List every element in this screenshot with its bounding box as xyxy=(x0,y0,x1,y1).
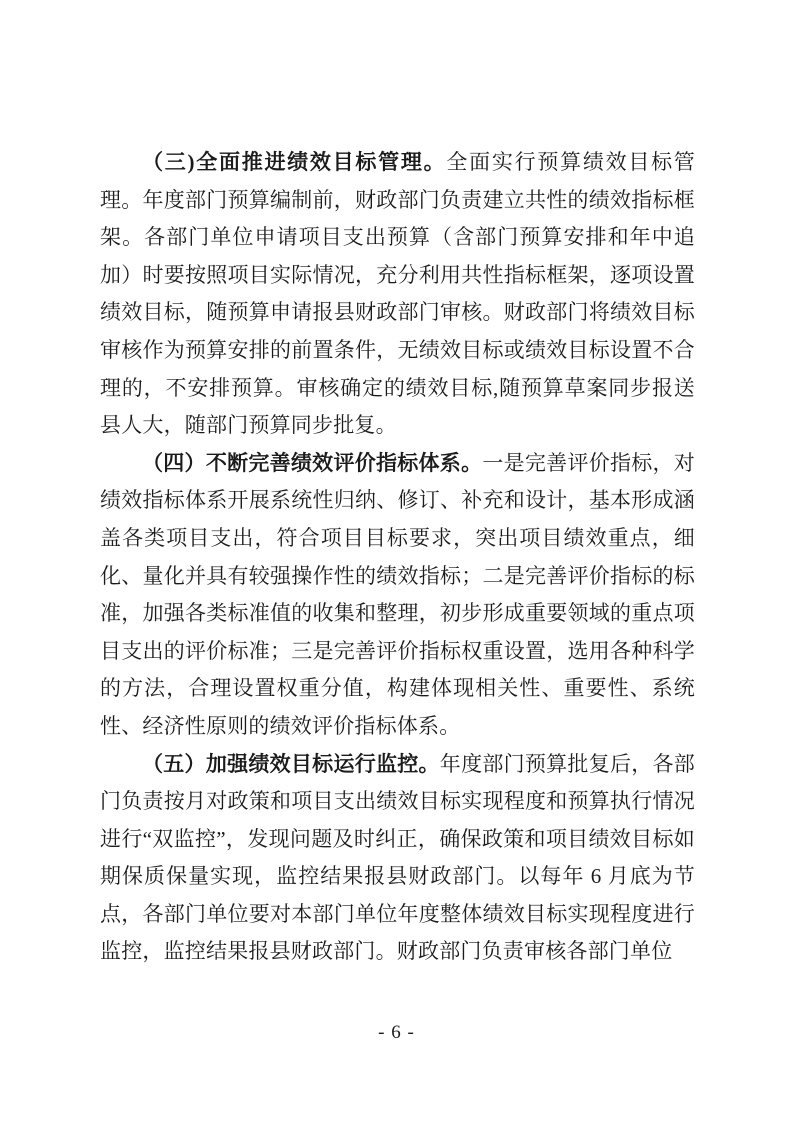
paragraph-section-5 xyxy=(100,746,695,972)
paragraph-section-3-text: 全面实行预算绩效目标管理。年度部门预算编制前，财政部门负责建立共性的绩效指标框架。各部门单位申请项目支出预算（含部门预算安排和年中追加）时要按照项目实际情况，充分利用共性指标框架，逐项设置绩效目标，随预算申请报县财政部门审核。财政部门将绩效目标审核作为预算安排的前置条件，无绩效目标或绩效目标设置不合理的，不安排预算。审核确定的绩效目标,随预算草案同步报送县人大，随部门预算同步批复。 xyxy=(100,150,696,438)
paragraph-section-5-heading: （五）加强绩效目标运行监控。 xyxy=(142,751,440,776)
paragraph-section-4-text: 一是完善评价指标，对绩效指标体系开展系统性归纳、修订、补充和设计，基本形成涵盖各类项目支出，符合项目目标要求，突出项目绩效重点，细化、量化并具有较强操作性的绩效指标；二是完善评价指标的标准，加强各类标准值的收集和整理，初步形成重要领域的重点项目支出的评价标准；三是完善评价指标权重设置，选用各种科学的方法，合理设置权重分值，构建体现相关性、重要性、系统性、经济性原则的绩效评价指标体系。 xyxy=(100,450,696,738)
paragraph-section-3 xyxy=(100,144,695,445)
paragraph-section-4-heading: （四）不断完善绩效评价指标体系。 xyxy=(142,450,483,475)
document-body xyxy=(100,144,695,971)
page-number: - 6 - xyxy=(378,1022,415,1043)
paragraph-section-5-text: 年度部门预算批复后，各部门负责按月对政策和项目支出绩效目标实现程度和预算执行情况进行“双监控”，发现问题及时纠正，确保政策和项目绩效目标如期保质保量实现，监控结果报县财政部门。以每年 6 月底为节点，各部门单位要对本部门单位年度整体绩效目标实现程度进行监控，监控结果报县财政部门。财政部门负责审核各部门单位 xyxy=(100,751,695,964)
paragraph-section-3-heading: （三)全面推进绩效目标管理。 xyxy=(142,150,447,174)
paragraph-section-4 xyxy=(100,445,695,746)
